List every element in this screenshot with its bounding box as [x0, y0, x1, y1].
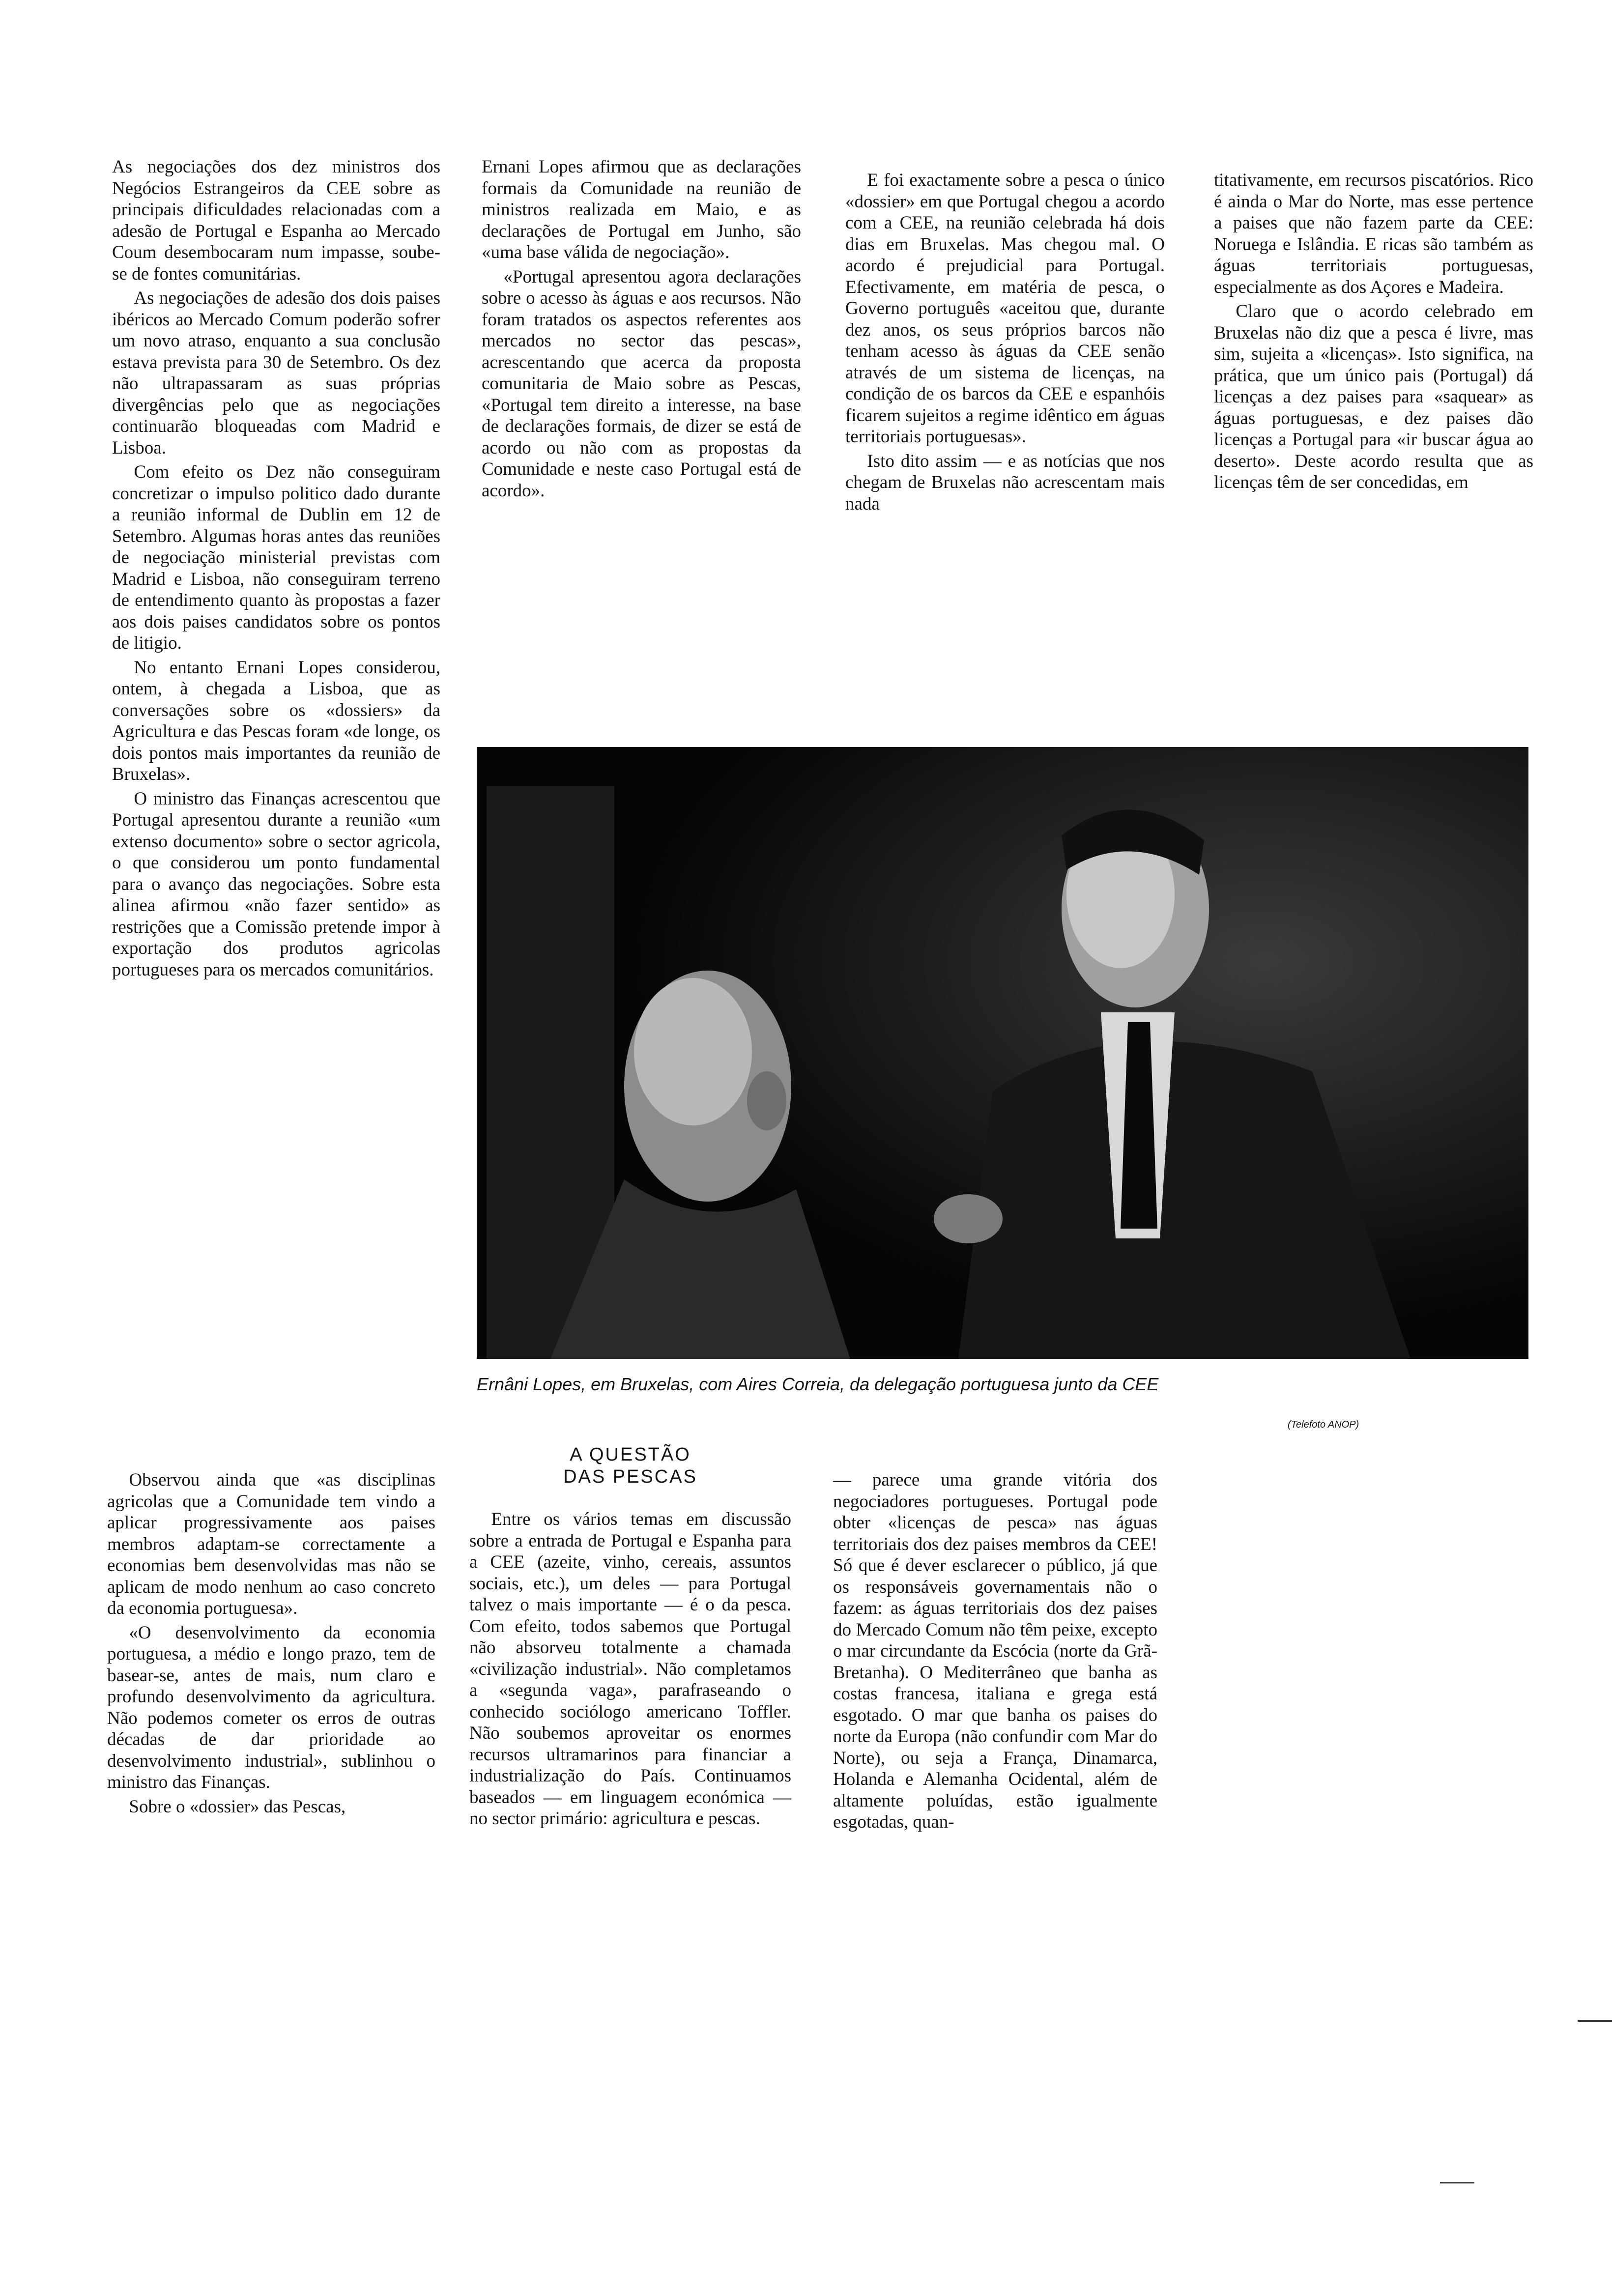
article-column-2-bottom: [469, 1444, 791, 1830]
paragraph: Ernani Lopes afirmou que as declarações formais da Comunidade na reunião de ministros realizada em Maio, e as declarações de Portugal em Junho, são «uma base válida de negociação».: [482, 157, 801, 262]
paragraph: As negociações de adesão dos dois paises ibéricos ao Mercado Comum poderão sofrer um novo atraso, enquanto a sua conclusão estava prevista para 30 de Setembro. Os dez não ultrapassaram as suas próprias divergências pelo que as negociações continuarão bloqueadas com Madrid e Lisboa.: [112, 288, 440, 458]
article-column-2-top: [482, 156, 801, 501]
paragraph: Entre os vários temas em discussão sobre a entrada de Portugal e Espanha para a CEE (azeite, vinho, cereais, assuntos sociais, etc.), um deles — para Portugal talvez o mais importante — é o da pesca. Com efeito, todos sabemos que Portugal não absorveu totalmente a chamada «civilização industrial». Não completamos a «segunda vaga», parafraseando o conhecido sociólogo americano Toffler. Não soubemos aproveitar os enormes recursos ultramarinos para financiar a industrialização do País. Continuamos baseados — em linguagem económica — no sector primário: agricultura e pescas.: [469, 1509, 791, 1829]
subheading-line: DAS PESCAS: [563, 1466, 697, 1487]
paragraph: O ministro das Finanças acrescentou que Portugal apresentou durante a reunião «um extenso documento» sobre o sector agricola, o que considerou um ponto fundamental para o avanço das negociações. Sobre esta alinea afirmou «não fazer sentido» as restrições que a Comissão pretende impor à exportação dos produtos agricolas portugueses para os mercados comunitários.: [112, 788, 440, 980]
scan-mark: [1578, 2020, 1612, 2022]
article-column-3-top: [845, 170, 1165, 515]
paragraph: No entanto Ernani Lopes considerou, ontem, à chegada a Lisboa, que as conversações sobre os «dossiers» da Agricultura e das Pescas foram «de longe, os dois pontos mais importantes da reunião de Bruxelas».: [112, 657, 440, 784]
scan-mark: [1440, 2182, 1474, 2183]
paragraph: Isto dito assim — e as notícias que nos chegam de Bruxelas não acrescentam mais nada: [845, 451, 1165, 514]
paragraph: «Portugal apresentou agora declarações sobre o acesso às águas e aos recursos. Não foram tratados os aspectos referentes aos mercados no sector das pescas», acrescentando que acerca da proposta comunitaria de Maio sobre as Pescas, «Portugal tem direito a interesse, na base de declarações formais, de dizer se está de acordo ou não com as propostas da Comunidade e neste caso Portugal está de acordo».: [482, 266, 801, 501]
article-column-1-bottom: [107, 1469, 435, 1817]
section-subheading: [469, 1444, 791, 1488]
paragraph: Observou ainda que «as disciplinas agricolas que a Comunidade tem vindo a aplicar progressivamente aos paises membros adaptam-se correctamente a economias bem desenvolvidas mas não se aplicam de modo nenhum ao caso concreto da economia portuguesa».: [107, 1470, 435, 1618]
photo-caption: Ernâni Lopes, em Bruxelas, com Aires Correia, da delegação portuguesa junto da CEE: [477, 1374, 1159, 1394]
paragraph: «O desenvolvimento da economia portuguesa, a médio e longo prazo, tem de basear-se, antes de mais, num claro e profundo desenvolvimento da agricultura. Não podemos cometer os erros de outras décadas de dar prioridade ao desenvolvimento industrial», sublinhou o ministro das Finanças.: [107, 1622, 435, 1792]
photo-image: [477, 747, 1528, 1359]
article-column-4-top: [1214, 170, 1533, 493]
paragraph: Sobre o «dossier» das Pescas,: [129, 1796, 346, 1817]
paragraph: — parece uma grande vitória dos negociadores portugueses. Portugal pode obter «licenças de pesca» nas águas territoriais dos dez paises membros da CEE! Só que é dever esclarecer o público, já que os responsáveis governamentais não o fazem: as águas territoriais dos dez paises do Mercado Comum não têm peixe, excepto o mar circundante da Escócia (norte da Grã-Bretanha). O Mediterrâneo que banha as costas francesa, italiana e grega está esgotado. O mar que banha os paises do norte da Europa (não confundir com Mar do Norte), ou seja a França, Dinamarca, Holanda e Alemanha Ocidental, além de altamente poluídas, estão igualmente esgotadas, quan-: [833, 1470, 1157, 1832]
article-column-3-bottom: [833, 1469, 1157, 1833]
article-column-1-top: [112, 156, 440, 980]
paragraph: titativamente, em recursos piscatórios. Rico é ainda o Mar do Norte, mas esse pertence a paises que não fazem parte da CEE: Noruega e Islândia. E ricas são também as águas territoriais portuguesas, especialmente as dos Açores e Madeira.: [1214, 170, 1533, 297]
paragraph: E foi exactamente sobre a pesca o único «dossier» em que Portugal chegou a acordo com a CEE, na reunião celebrada há dois dias em Bruxelas. Mas chegou mal. O acordo é prejudicial para Portugal. Efectivamente, em matéria de pesca, o Governo português «aceitou que, durante dez anos, os seus próprios barcos não tenham acesso às águas da CEE senão através de um sistema de licenças, na condição de os barcos da CEE e espanhóis ficarem sujeitos a regime idêntico em águas territoriais portuguesas».: [845, 170, 1165, 447]
photo-credit: (Telefoto ANOP): [1288, 1419, 1359, 1430]
paragraph: Com efeito os Dez não conseguiram concretizar o impulso politico dado durante a reunião informal de Dublin em 12 de Setembro. Algumas horas antes das reuniões de negociação ministerial previstas com Madrid e Lisboa, não conseguiram terreno de entendimento quanto às propostas a fazer aos dois paises candidatos sobre os pontos de litigio.: [112, 462, 440, 653]
news-photo: [477, 747, 1528, 1359]
subheading-line: A QUESTÃO: [570, 1444, 691, 1465]
paragraph: As negociações dos dez ministros dos Negócios Estrangeiros da CEE sobre as principais dificuldades relacionadas com a adesão de Portugal e Espanha ao Mercado Coum desembocaram num impasse, soube-se de fontes comunitárias.: [112, 157, 440, 284]
paragraph: Claro que o acordo celebrado em Bruxelas não diz que a pesca é livre, mas sim, sujeita a «licenças». Isto significa, na prática, que um único pais (Portugal) dá licenças a dez paises para «saquear» as águas portuguesas, e dez paises dão licenças a Portugal para «ir buscar água ao deserto». Deste acordo resulta que as licenças têm de ser concedidas, em: [1214, 301, 1533, 492]
